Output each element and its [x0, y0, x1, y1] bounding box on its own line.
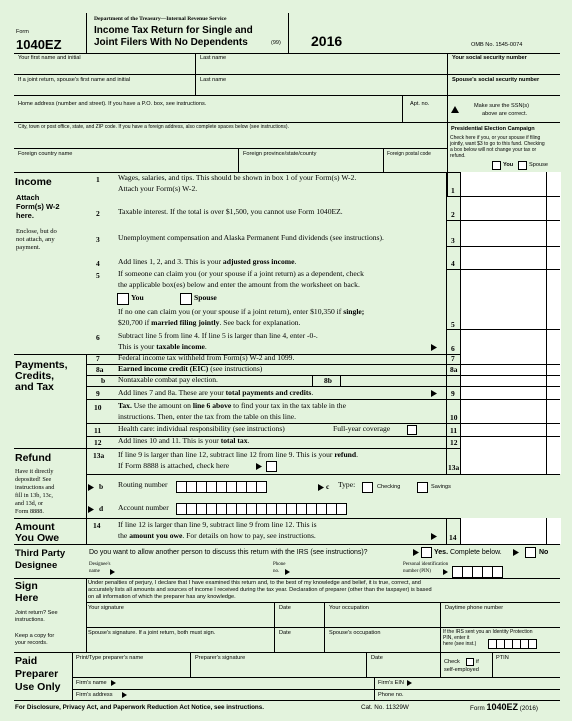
line-5-text-a: If someone can claim you (or your spouse if a joint return) as a dependent, check: [118, 269, 364, 278]
your-occupation-field[interactable]: [326, 612, 438, 625]
designee-name-label-1: Designee's: [89, 562, 111, 567]
arrow-right-icon: [431, 390, 437, 397]
designee-yes-checkbox[interactable]: [421, 547, 432, 558]
line-11-amount[interactable]: [461, 425, 545, 434]
line-11-full-year-label: Full-year coverage: [333, 424, 391, 433]
line-4-number: 4: [96, 259, 100, 268]
refund-note-6: Form 8888.: [15, 508, 44, 515]
spouse-signature-field[interactable]: [88, 637, 272, 650]
country-field[interactable]: [15, 158, 235, 170]
preparer-name-field[interactable]: [74, 662, 188, 676]
payments-heading-2: Credits,: [15, 370, 55, 382]
sign-note-3: Keep a copy for: [15, 633, 55, 639]
designee-pin-grid[interactable]: [452, 566, 503, 578]
attach-note-3: here.: [16, 211, 34, 220]
line-2-text: Taxable interest. If the total is over $1,500, you cannot use Form 1040EZ.: [118, 207, 343, 216]
sign-note-4: your records.: [15, 640, 48, 646]
line-5-text-d1: $20,700 if: [118, 318, 150, 327]
arrow-right-icon: [110, 569, 115, 575]
last-name-label: Last name: [200, 55, 227, 61]
owe-heading-1: Amount: [15, 521, 55, 533]
line-4-text: [118, 256, 296, 268]
perjury-line-1: Under penalties of perjury, I declare that I have examined this return and, to the best of my knowledge and belief, it is true, correct, and: [88, 580, 421, 586]
arrow-right-icon: [285, 569, 290, 575]
spouse-occupation-label: Spouse's occupation: [329, 630, 381, 636]
third-party-heading-2: Designee: [15, 560, 58, 571]
line-13a-text-b: If Form 8888 is attached, check here: [118, 461, 230, 470]
line-2-number: 2: [96, 209, 100, 218]
designee-phone-label-2: no.: [273, 569, 280, 574]
line-8b-amount[interactable]: [342, 376, 442, 385]
line-9-amount[interactable]: [461, 388, 545, 397]
designee-no-label: No: [539, 549, 549, 556]
preparer-heading-1: Paid: [15, 655, 38, 667]
firm-ein-label: Firm's EIN: [378, 680, 404, 686]
address-field[interactable]: [15, 108, 400, 120]
your-date-field[interactable]: [276, 612, 322, 625]
line-9-text-a: Add lines 7 and 8a. These are your: [118, 388, 224, 397]
third-party-question: Do you want to allow another person to discuss this return with the IRS (see instructions)?: [89, 549, 368, 556]
line-14-number: 14: [93, 521, 101, 530]
firm-address-field[interactable]: [130, 691, 371, 699]
perjury-line-3: on all information of which the preparer has any knowledge.: [88, 594, 236, 600]
line-3-number: 3: [96, 235, 100, 244]
designee-pin-label-2: number (PIN): [403, 569, 431, 574]
form-title-line1: Income Tax Return for Single and: [94, 25, 253, 36]
ptin-field[interactable]: [494, 662, 558, 676]
refund-note-3: instructions and: [15, 484, 55, 491]
line-5-you-label: You: [131, 293, 144, 302]
line-5-number: 5: [96, 271, 100, 280]
line-3-text: Unemployment compensation and Alaska Permanent Fund dividends (see instructions).: [118, 233, 384, 242]
line-7-box-number: 7: [451, 354, 455, 363]
preparer-heading-2: Preparer: [15, 668, 59, 680]
line-6-text-a: Subtract line 5 from line 4. If line 5 is larger than line 4, enter -0-.: [118, 331, 318, 340]
city-label: City, town or post office, state, and ZIP code. If you have a foreign address, also complete spaces below (see instructions).: [18, 124, 289, 130]
line-10-text-a3: line 6 above: [192, 401, 232, 410]
line-10-text-b: instructions. Then, enter the tax from the table on this line.: [118, 412, 297, 421]
pec-text-1: Check here if you, or your spouse if filing: [450, 135, 541, 141]
spouse-first-label: If a joint return, spouse's first name and initial: [18, 77, 131, 83]
pec-you-label: You: [503, 162, 514, 168]
line-13a-number: 13a: [93, 451, 105, 460]
line-8b-number: b: [101, 376, 106, 385]
line-9-text-c: .: [311, 388, 314, 397]
line-13a-text-a1: If line 9 is larger than line 12, subtract line 12 from line 9. This is your: [118, 450, 333, 459]
line-6-box-number: 6: [451, 344, 455, 353]
owe-heading-2: You Owe: [15, 532, 60, 544]
line-1-box-number: 1: [451, 186, 455, 195]
city-field[interactable]: [15, 132, 445, 146]
third-party-heading-1: Third Party: [15, 548, 66, 559]
line-8a-number: 8a: [96, 365, 104, 374]
ip-pin-label-1: If the IRS sent you an Identity Protection: [443, 629, 533, 635]
pec-title: Presidential Election Campaign: [451, 126, 535, 132]
designee-pin-label-1: Personal identification: [403, 562, 449, 567]
daytime-phone-field[interactable]: [442, 612, 558, 625]
apt-label: Apt. no.: [410, 101, 430, 107]
designee-yes-text: Yes.: [434, 549, 449, 556]
preparer-date-label: Date: [371, 655, 383, 661]
line-13a-text-a2: refund: [334, 450, 357, 459]
arrow-right-icon: [88, 506, 94, 513]
line-13b-text: Routing number: [118, 480, 168, 489]
line-4-text-a: Add lines 1, 2, and 3. This is your: [118, 257, 222, 266]
preparer-date-field[interactable]: [368, 662, 438, 676]
refund-note-1: Have it directly: [15, 468, 54, 475]
preparer-signature-label: Preparer's signature: [195, 655, 246, 661]
spouse-date-label: Date: [279, 630, 291, 636]
line-5-spouse-checkbox[interactable]: [180, 293, 192, 305]
triangle-up-icon: [451, 106, 459, 113]
pec-spouse-checkbox[interactable]: [518, 161, 527, 170]
line-14-text-b2: amount you owe: [129, 531, 183, 540]
line-12-text-a: Add lines 10 and 11. This is your: [118, 436, 219, 445]
line-13d-text: Account number: [118, 503, 169, 512]
line-8a-text: [118, 363, 262, 375]
apt-field[interactable]: [404, 108, 445, 120]
province-field[interactable]: [240, 158, 380, 170]
form-label: Form: [16, 29, 29, 35]
line-12-text-b: total tax: [220, 436, 248, 445]
first-name-label: Your first name and initial: [18, 55, 81, 61]
your-date-label: Date: [279, 605, 291, 611]
self-employed-checkbox[interactable]: [466, 658, 474, 666]
line-3-amount[interactable]: [461, 233, 545, 244]
address-label: Home address (number and street). If you have a P.O. box, see instructions.: [18, 101, 207, 107]
line-13b-letter: b: [99, 482, 104, 491]
line-5-text-d2: married filing jointly: [151, 318, 220, 327]
line-5-amount[interactable]: [461, 317, 545, 328]
line-14-text-b3: . For details on how to pay, see instructions.: [182, 531, 316, 540]
spouse-ssn-label: Spouse's social security number: [452, 77, 540, 83]
spouse-last-label: Last name: [200, 77, 227, 83]
line-13c-type-label: Type:: [338, 480, 356, 489]
arrow-right-icon: [431, 344, 437, 351]
footer-form-name: 1040EZ: [486, 702, 518, 712]
arrow-right-icon: [413, 549, 419, 556]
sign-heading-1: Sign: [15, 580, 38, 592]
firm-address-label: Firm's address: [76, 692, 113, 698]
arrow-right-icon: [443, 569, 448, 575]
line-10-text-a4: to find your tax in the tax table in the: [233, 401, 346, 410]
pec-you-checkbox[interactable]: [492, 161, 501, 170]
form-name: 1040EZ: [16, 37, 62, 52]
line-5-box-number: 5: [451, 320, 455, 329]
refund-note-5: and 13d, or: [15, 500, 44, 507]
line-6-number: 6: [96, 333, 100, 342]
full-year-coverage-checkbox[interactable]: [407, 425, 417, 435]
line-6-text-b1: This is your: [118, 342, 155, 351]
line-10-amount[interactable]: [461, 411, 545, 421]
line-1-number: 1: [96, 175, 100, 184]
ssn-label: Your social security number: [452, 55, 527, 61]
designee-name-label-2: name: [89, 569, 100, 574]
pec-spouse-label: Spouse: [529, 162, 548, 168]
line-11-number: 11: [94, 426, 102, 435]
line-5-you-checkbox[interactable]: [117, 293, 129, 305]
ip-pin-label-3: here (see inst.): [443, 641, 477, 647]
line-8a-text-a: Earned income credit (EIC): [118, 364, 209, 373]
arrow-right-icon: [318, 484, 324, 491]
department-line: Department of the Treasury—Internal Revenue Service: [94, 16, 227, 22]
tax-year: 2016: [311, 33, 343, 49]
line-2-box-number: 2: [451, 210, 455, 219]
line-5-text-d3: . See back for explanation.: [219, 318, 301, 327]
line-8a-box-number: 8a: [450, 365, 458, 374]
line-11-box-number: 11: [450, 426, 458, 435]
first-name-field[interactable]: [15, 62, 194, 73]
designee-yes-label: [434, 548, 502, 557]
refund-note-4: fill in 13b, 13c,: [15, 492, 53, 499]
attach-note-1: Attach: [16, 193, 40, 202]
line-5-text-c2: single;: [343, 307, 365, 316]
arrow-right-icon: [256, 463, 262, 470]
line-4-text-c: .: [294, 257, 297, 266]
arrow-right-icon: [88, 484, 94, 491]
line-10-text-a2: Use the amount on: [133, 401, 191, 410]
line-6-text-b3: .: [204, 342, 207, 351]
income-heading: Income: [15, 176, 52, 188]
ip-pin-grid[interactable]: [488, 639, 537, 649]
footer-cat-number: Cat. No. 11329W: [361, 704, 409, 711]
ssn-note-line1: Make sure the SSN(s): [474, 103, 530, 109]
line-5-text-c1: If no one can claim you (or your spouse if a joint return), enter $10,350 if: [118, 307, 342, 316]
line-8a-text-b: (see instructions): [210, 364, 263, 373]
form-title-line2: Joint Filers With No Dependents: [94, 37, 248, 48]
firm-name-field[interactable]: [119, 679, 371, 688]
line-13a-amount[interactable]: [461, 461, 545, 472]
line-7-text: Federal income tax withheld from Form(s) W-2 and 1099.: [118, 353, 295, 362]
line-14-amount[interactable]: [461, 531, 545, 542]
your-signature-label: Your signature: [88, 605, 124, 611]
postal-field[interactable]: [386, 158, 445, 170]
arrow-right-icon: [407, 680, 412, 686]
designee-name-field[interactable]: [118, 563, 268, 575]
country-label: Foreign country name: [18, 151, 73, 157]
line-13a-text-a: [118, 449, 358, 461]
footer-form-id: [470, 702, 538, 712]
sign-heading-2: Here: [15, 592, 39, 604]
line-6-text-b2: taxable income: [156, 342, 205, 351]
firm-phone-label: Phone no.: [378, 692, 404, 698]
routing-number-grid[interactable]: [176, 481, 267, 493]
line-6-amount[interactable]: [461, 341, 545, 352]
line-5-text-d: [118, 317, 300, 329]
attach-note-2: Form(s) W-2: [16, 202, 60, 211]
arrow-right-icon: [513, 549, 519, 556]
line-12-number: 12: [94, 438, 102, 447]
line-10-text-a: [118, 400, 346, 412]
omb-number: OMB No. 1545-0074: [471, 42, 523, 48]
line-7-number: 7: [96, 354, 100, 363]
line-14-box-number: 14: [449, 533, 457, 542]
footer-notice: For Disclosure, Privacy Act, and Paperwork Reduction Act Notice, see instructions.: [15, 704, 265, 711]
ip-pin-label-2: PIN, enter it: [443, 635, 470, 641]
spouse-ssn-field[interactable]: [450, 84, 558, 94]
line-5-spouse-label: Spouse: [194, 293, 217, 302]
enclose-note-2: not attach, any: [16, 236, 55, 243]
line-14-text-b: [118, 530, 316, 542]
line-4-box-number: 4: [451, 259, 455, 268]
sign-note-2: instructions.: [15, 617, 45, 623]
line-10-box-number: 10: [450, 413, 458, 422]
account-number-grid[interactable]: [176, 503, 347, 515]
line-1-amount[interactable]: [461, 184, 545, 195]
line-8b-text: Nontaxable combat pay election.: [118, 375, 218, 384]
ssn-note-line2: above are correct.: [482, 111, 528, 117]
spouse-occupation-field[interactable]: [326, 637, 438, 650]
refund-note-2: deposited! See: [15, 476, 52, 483]
spouse-last-field[interactable]: [197, 84, 445, 94]
line-5-text-c: [118, 306, 364, 318]
ssn-field[interactable]: [450, 62, 558, 73]
savings-label: Savings: [431, 484, 451, 490]
your-occupation-label: Your occupation: [329, 605, 369, 611]
line-11-text: Health care: individual responsibility (see instructions): [118, 424, 285, 433]
line-9-text: [118, 387, 313, 399]
ptin-label: PTIN: [496, 655, 509, 661]
your-signature-field[interactable]: [88, 612, 272, 625]
line-2-amount[interactable]: [461, 207, 545, 218]
savings-checkbox[interactable]: [417, 482, 428, 493]
enclose-note-1: Enclose, but do: [16, 228, 57, 235]
line-13c-letter: c: [326, 482, 330, 491]
line-14-text-a: If line 12 is larger than line 9, subtract line 9 from line 12. This is: [118, 520, 317, 529]
line-12-box-number: 12: [450, 438, 458, 447]
line-14-text-b1: the: [118, 531, 128, 540]
postal-label: Foreign postal code: [387, 151, 431, 157]
line-6-text-b: [118, 341, 207, 353]
firm-phone-field[interactable]: [410, 691, 558, 699]
preparer-name-label: Print/Type preparer's name: [76, 655, 144, 661]
line-10-number: 10: [94, 403, 102, 412]
self-employed-label-1: Check: [444, 659, 460, 665]
checking-checkbox[interactable]: [362, 482, 373, 493]
line-13d-letter: d: [99, 504, 104, 513]
footer-form-year: (2016): [519, 705, 538, 712]
line-10-text-a1: Tax.: [118, 401, 132, 410]
pec-text-2: jointly, want $3 to go to this fund. Checking: [450, 141, 545, 147]
firm-name-label: Firm's name: [76, 680, 107, 686]
pec-text-4: refund.: [450, 153, 466, 159]
checking-label: Checking: [377, 484, 401, 490]
firm-ein-field[interactable]: [415, 679, 558, 688]
designee-yes-tail: Complete below.: [449, 549, 502, 556]
line-8b-box-label: 8b: [324, 376, 332, 385]
line-5-text-b: the applicable box(es) below and enter the amount from the worksheet on back.: [118, 280, 360, 289]
preparer-signature-field[interactable]: [192, 662, 364, 676]
last-name-field[interactable]: [197, 62, 445, 73]
designee-no-checkbox[interactable]: [525, 547, 536, 558]
form-code: (99): [271, 40, 281, 46]
arrow-right-icon: [431, 533, 437, 540]
designee-phone-label-1: Phone: [273, 562, 286, 567]
line-3-box-number: 3: [451, 236, 455, 245]
spouse-date-field[interactable]: [276, 637, 322, 650]
line-7-amount[interactable]: [461, 355, 545, 363]
line-4-text-b: adjusted gross income: [222, 257, 295, 266]
designee-phone-field[interactable]: [292, 563, 397, 575]
province-label: Foreign province/state/county: [243, 151, 317, 157]
pec-text-3: a box below will not change your tax or: [450, 147, 537, 153]
line-1-text-a: Wages, salaries, and tips. This should be shown in box 1 of your Form(s) W-2.: [118, 173, 357, 182]
payments-heading-1: Payments,: [15, 359, 68, 371]
line-9-text-b: total payments and credits: [225, 388, 312, 397]
line-1-text-b: Attach your Form(s) W-2.: [118, 184, 198, 193]
line-9-number: 9: [96, 389, 100, 398]
line-13a-box-number: 13a: [448, 463, 460, 472]
line-8a-amount[interactable]: [461, 366, 545, 374]
arrow-right-icon: [122, 692, 127, 698]
sign-note-1: Joint return? See: [15, 610, 58, 616]
enclose-note-3: payment.: [16, 244, 41, 251]
refund-heading: Refund: [15, 452, 52, 464]
line-9-box-number: 9: [451, 389, 455, 398]
line-12-text: [118, 435, 249, 447]
self-employed-label-2: if: [476, 659, 479, 665]
preparer-heading-3: Use Only: [15, 681, 61, 693]
line-12-amount[interactable]: [461, 437, 545, 446]
arrow-right-icon: [111, 680, 116, 686]
spouse-first-field[interactable]: [15, 84, 194, 94]
line-13a-text-a3: .: [356, 450, 359, 459]
daytime-phone-label: Daytime phone number: [445, 605, 504, 611]
line-4-amount[interactable]: [461, 256, 545, 267]
spouse-signature-label: Spouse's signature. If a joint return, both must sign.: [88, 630, 216, 636]
line-12-text-c: .: [247, 436, 250, 445]
payments-heading-3: and Tax: [15, 381, 54, 393]
perjury-line-2: accurately lists all amounts and sources of income I received during the tax year. Declaration of preparer (other than the taxpayer) is based: [88, 587, 432, 593]
footer-form-label: Form: [470, 705, 485, 712]
self-employed-label-3: self-employed: [444, 667, 479, 673]
form-8888-checkbox[interactable]: [266, 461, 277, 472]
